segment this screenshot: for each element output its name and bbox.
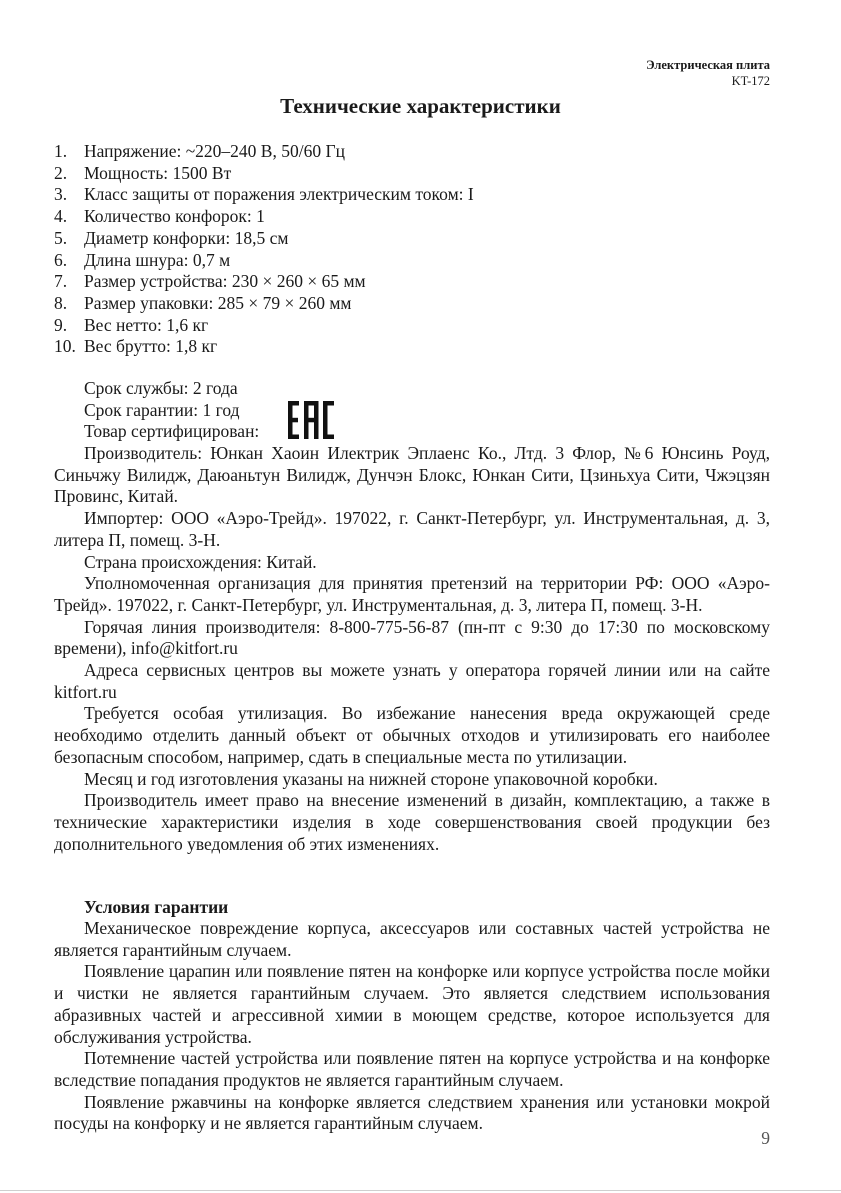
spec-item: [54, 293, 474, 315]
spec-item: [54, 315, 474, 337]
warranty-title: Условия гарантии: [84, 897, 229, 917]
spec-item: [54, 163, 474, 185]
paragraph-hotline: Горячая линия производителя: 8-800-775-56-87 (пн-пт с 9:30 до 17:30 по московскому времени), info@kitfort.ru: [54, 616, 770, 659]
warranty-paragraphs: [54, 918, 770, 1135]
info-paragraphs: [54, 443, 770, 855]
warranty-term: Срок гарантии: 1 год: [84, 399, 240, 420]
warranty-paragraph: Потемнение частей устройства или появление пятен на корпусе устройства и на конфорке вследствие попадания продуктов не является гарантийным случаем.: [54, 1048, 770, 1090]
spec-item: [54, 228, 474, 250]
spec-number: 6.: [54, 249, 68, 270]
spec-number: 10.: [54, 336, 76, 357]
paragraph-manufacture-date: Месяц и год изготовления указаны на нижней стороне упаковочной коробки.: [84, 768, 658, 789]
paragraph-manufacturer: Производитель: Юнкан Хаоин Илектрик Эплаенс Ко., Лтд. 3 Флор, №6 Юнсинь Роуд, Синьчжу Вилидж, Даюаньтун Вилидж, Дунчэн Блокс, Юнкан Сити, Цзиньхуа Сити, Чжэцзян Провинс, Китай.: [54, 443, 770, 507]
spec-item: [54, 250, 474, 272]
spec-number: 5.: [54, 227, 68, 248]
spec-text: Класс защиты от поражения электрическим током: I: [84, 184, 474, 205]
bottom-divider: [0, 1190, 841, 1191]
eac-mark-icon: [288, 401, 334, 439]
spec-number: 9.: [54, 314, 68, 335]
paragraph-changes: Производитель имеет право на внесение изменений в дизайн, комплектацию, а также в технические характеристики изделия в ходе совершенствования своей продукции без дополнительного уведомления об этих изменениях.: [54, 790, 770, 854]
spec-text: Размер упаковки: 285 × 79 × 260 мм: [84, 292, 352, 313]
spec-text: Длина шнура: 0,7 м: [84, 249, 231, 270]
paragraph-disposal: Требуется особая утилизация. Во избежание нанесения вреда окружающей среде необходимо отделить данный объект от обычных отходов и утилизировать его наиболее безопасным способом, например, сдать в специальные места по утилизации.: [54, 703, 770, 767]
spec-item: [54, 184, 474, 206]
paragraph-importer: Импортер: ООО «Аэро-Трейд». 197022, г. Санкт-Петербург, ул. Инструментальная, д. 3, литера П, помещ. 3-Н.: [54, 508, 770, 550]
spec-number: 2.: [54, 162, 68, 183]
page-header: [646, 57, 770, 89]
spec-text: Размер устройства: 230 × 260 × 65 мм: [84, 271, 366, 292]
spec-text: Вес брутто: 1,8 кг: [84, 336, 218, 357]
spec-item: [54, 206, 474, 228]
spec-number: 1.: [54, 141, 68, 161]
spec-text: Вес нетто: 1,6 кг: [84, 314, 209, 335]
warranty-paragraph: Появление царапин или появление пятен на конфорке или корпусе устройства после мойки и чистки не является гарантийным случаем. Это является следствием использования абразивных частей и агрессивной химии в моющем средстве, которое используется для обслуживания устройства.: [54, 961, 770, 1047]
spec-item: [54, 271, 474, 293]
spec-text: Количество конфорок: 1: [84, 206, 265, 227]
specs-list: [54, 141, 474, 358]
service-life: Срок службы: 2 года: [84, 378, 238, 398]
spec-number: 4.: [54, 206, 68, 227]
spec-text: Диаметр конфорки: 18,5 см: [84, 227, 289, 248]
header-product: Электрическая плита: [646, 58, 770, 72]
paragraph-origin: Страна происхождения: Китай.: [84, 551, 317, 572]
spec-item: [54, 336, 474, 358]
page-number: 9: [761, 1128, 770, 1148]
header-model: KT-172: [731, 74, 770, 88]
spec-number: 3.: [54, 184, 68, 205]
warranty-paragraph: Появление ржавчины на конфорке является следствием хранения или установки мокрой посуды на конфорку и не является гарантийным случаем.: [54, 1091, 770, 1134]
short-info: [84, 378, 259, 443]
spec-text: Напряжение: ~220–240 В, 50/60 Гц: [84, 141, 345, 161]
warranty-paragraph: Механическое повреждение корпуса, аксессуаров или составных частей устройства не является гарантийным случаем.: [54, 918, 770, 960]
spec-number: 8.: [54, 292, 68, 313]
certified-line: Товар сертифицирован:: [84, 421, 260, 442]
spec-item: [54, 141, 474, 163]
spec-text: Мощность: 1500 Вт: [84, 162, 232, 183]
paragraph-authorized-org: Уполномоченная организация для принятия претензий на территории РФ: ООО «Аэро-Трейд». 197022, г. Санкт-Петербург, ул. Инструментальная, д. 3, литера П, помещ. 3-Н.: [54, 573, 770, 615]
page-title: Технические характеристики: [280, 94, 561, 118]
spec-number: 7.: [54, 271, 68, 292]
paragraph-service-centers: Адреса сервисных центров вы можете узнать у оператора горячей линии или на сайте kitfort.ru: [54, 660, 770, 702]
